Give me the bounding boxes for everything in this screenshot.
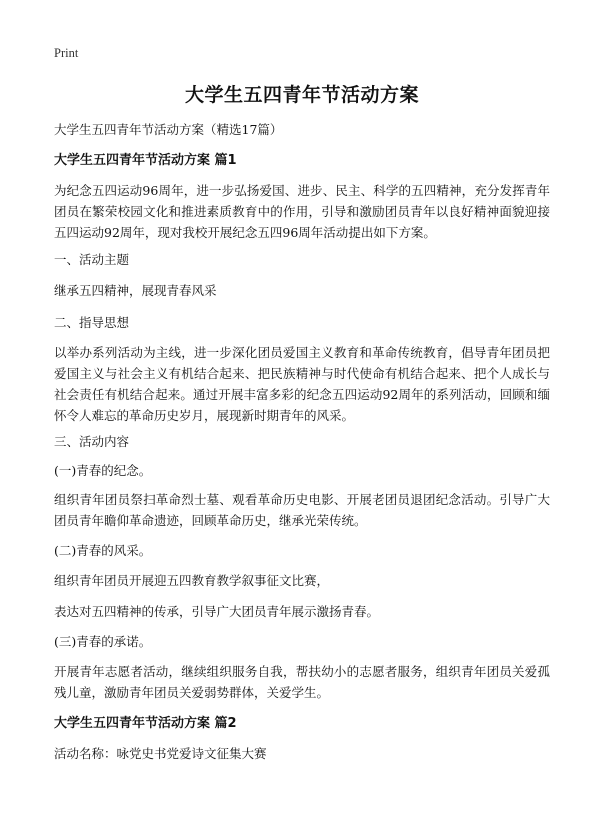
item2-paragraph-1: 组织青年团员开展迎五四教育教学叙事征文比赛， xyxy=(54,573,330,588)
section-heading-1: 大学生五四青年节活动方案 篇1 xyxy=(54,153,237,168)
guide-paragraph: 以举办系列活动为主线，进一步深化团员爱国主义教育和革命传统教育，倡导青年团员把爱国主义与社会主义有机结合起来、把民族精神与时代使命有机结合起来、把个人成长与社会责任有机结合起来。通过开展丰富多彩的纪念五四运动92周年的系列活动，回顾和缅怀令人难忘的革命历史岁月，展现新时期青年的风采。 xyxy=(54,345,550,423)
item1-heading: (一)青春的纪念。 xyxy=(54,463,152,478)
document-title: 大学生五四青年节活动方案 xyxy=(184,84,419,106)
item2-heading: (二)青春的风采。 xyxy=(54,543,152,558)
content-heading: 三、活动内容 xyxy=(54,434,130,449)
item2-paragraph-2: 表达对五四精神的传承，引导广大团员青年展示激扬青春。 xyxy=(54,604,380,619)
section-heading-2: 大学生五四青年节活动方案 篇2 xyxy=(54,716,237,731)
guide-heading: 二、指导思想 xyxy=(54,315,130,330)
activity-name: 活动名称：咏党史书党爱诗文征集大赛 xyxy=(54,746,267,761)
theme-heading: 一、活动主题 xyxy=(54,252,130,267)
intro-paragraph: 为纪念五四运动96周年，进一步弘扬爱国、进步、民主、科学的五四精神，充分发挥青年团员在繁荣校园文化和推进素质教育中的作用，引导和激励团员青年以良好精神面貌迎接五四运动92周年，现对我校开展纪念五四96周年活动提出如下方案。 xyxy=(54,183,550,240)
item3-heading: (三)青春的承诺。 xyxy=(54,634,152,649)
item3-paragraph: 开展青年志愿者活动，继续组织服务自我，帮扶幼小的志愿者服务，组织青年团员关爱孤残儿童，激励青年团员关爱弱势群体，关爱学生。 xyxy=(54,664,550,700)
print-label: Print xyxy=(54,46,79,60)
document-subtitle: 大学生五四青年节活动方案（精选17篇） xyxy=(54,122,283,137)
theme-text: 继承五四精神，展现青春风采 xyxy=(54,283,217,298)
item1-paragraph: 组织青年团员祭扫革命烈士墓、观看革命历史电影、开展老团员退团纪念活动。引导广大团员青年瞻仰革命遗迹，回顾革命历史，继承光荣传统。 xyxy=(54,492,550,528)
